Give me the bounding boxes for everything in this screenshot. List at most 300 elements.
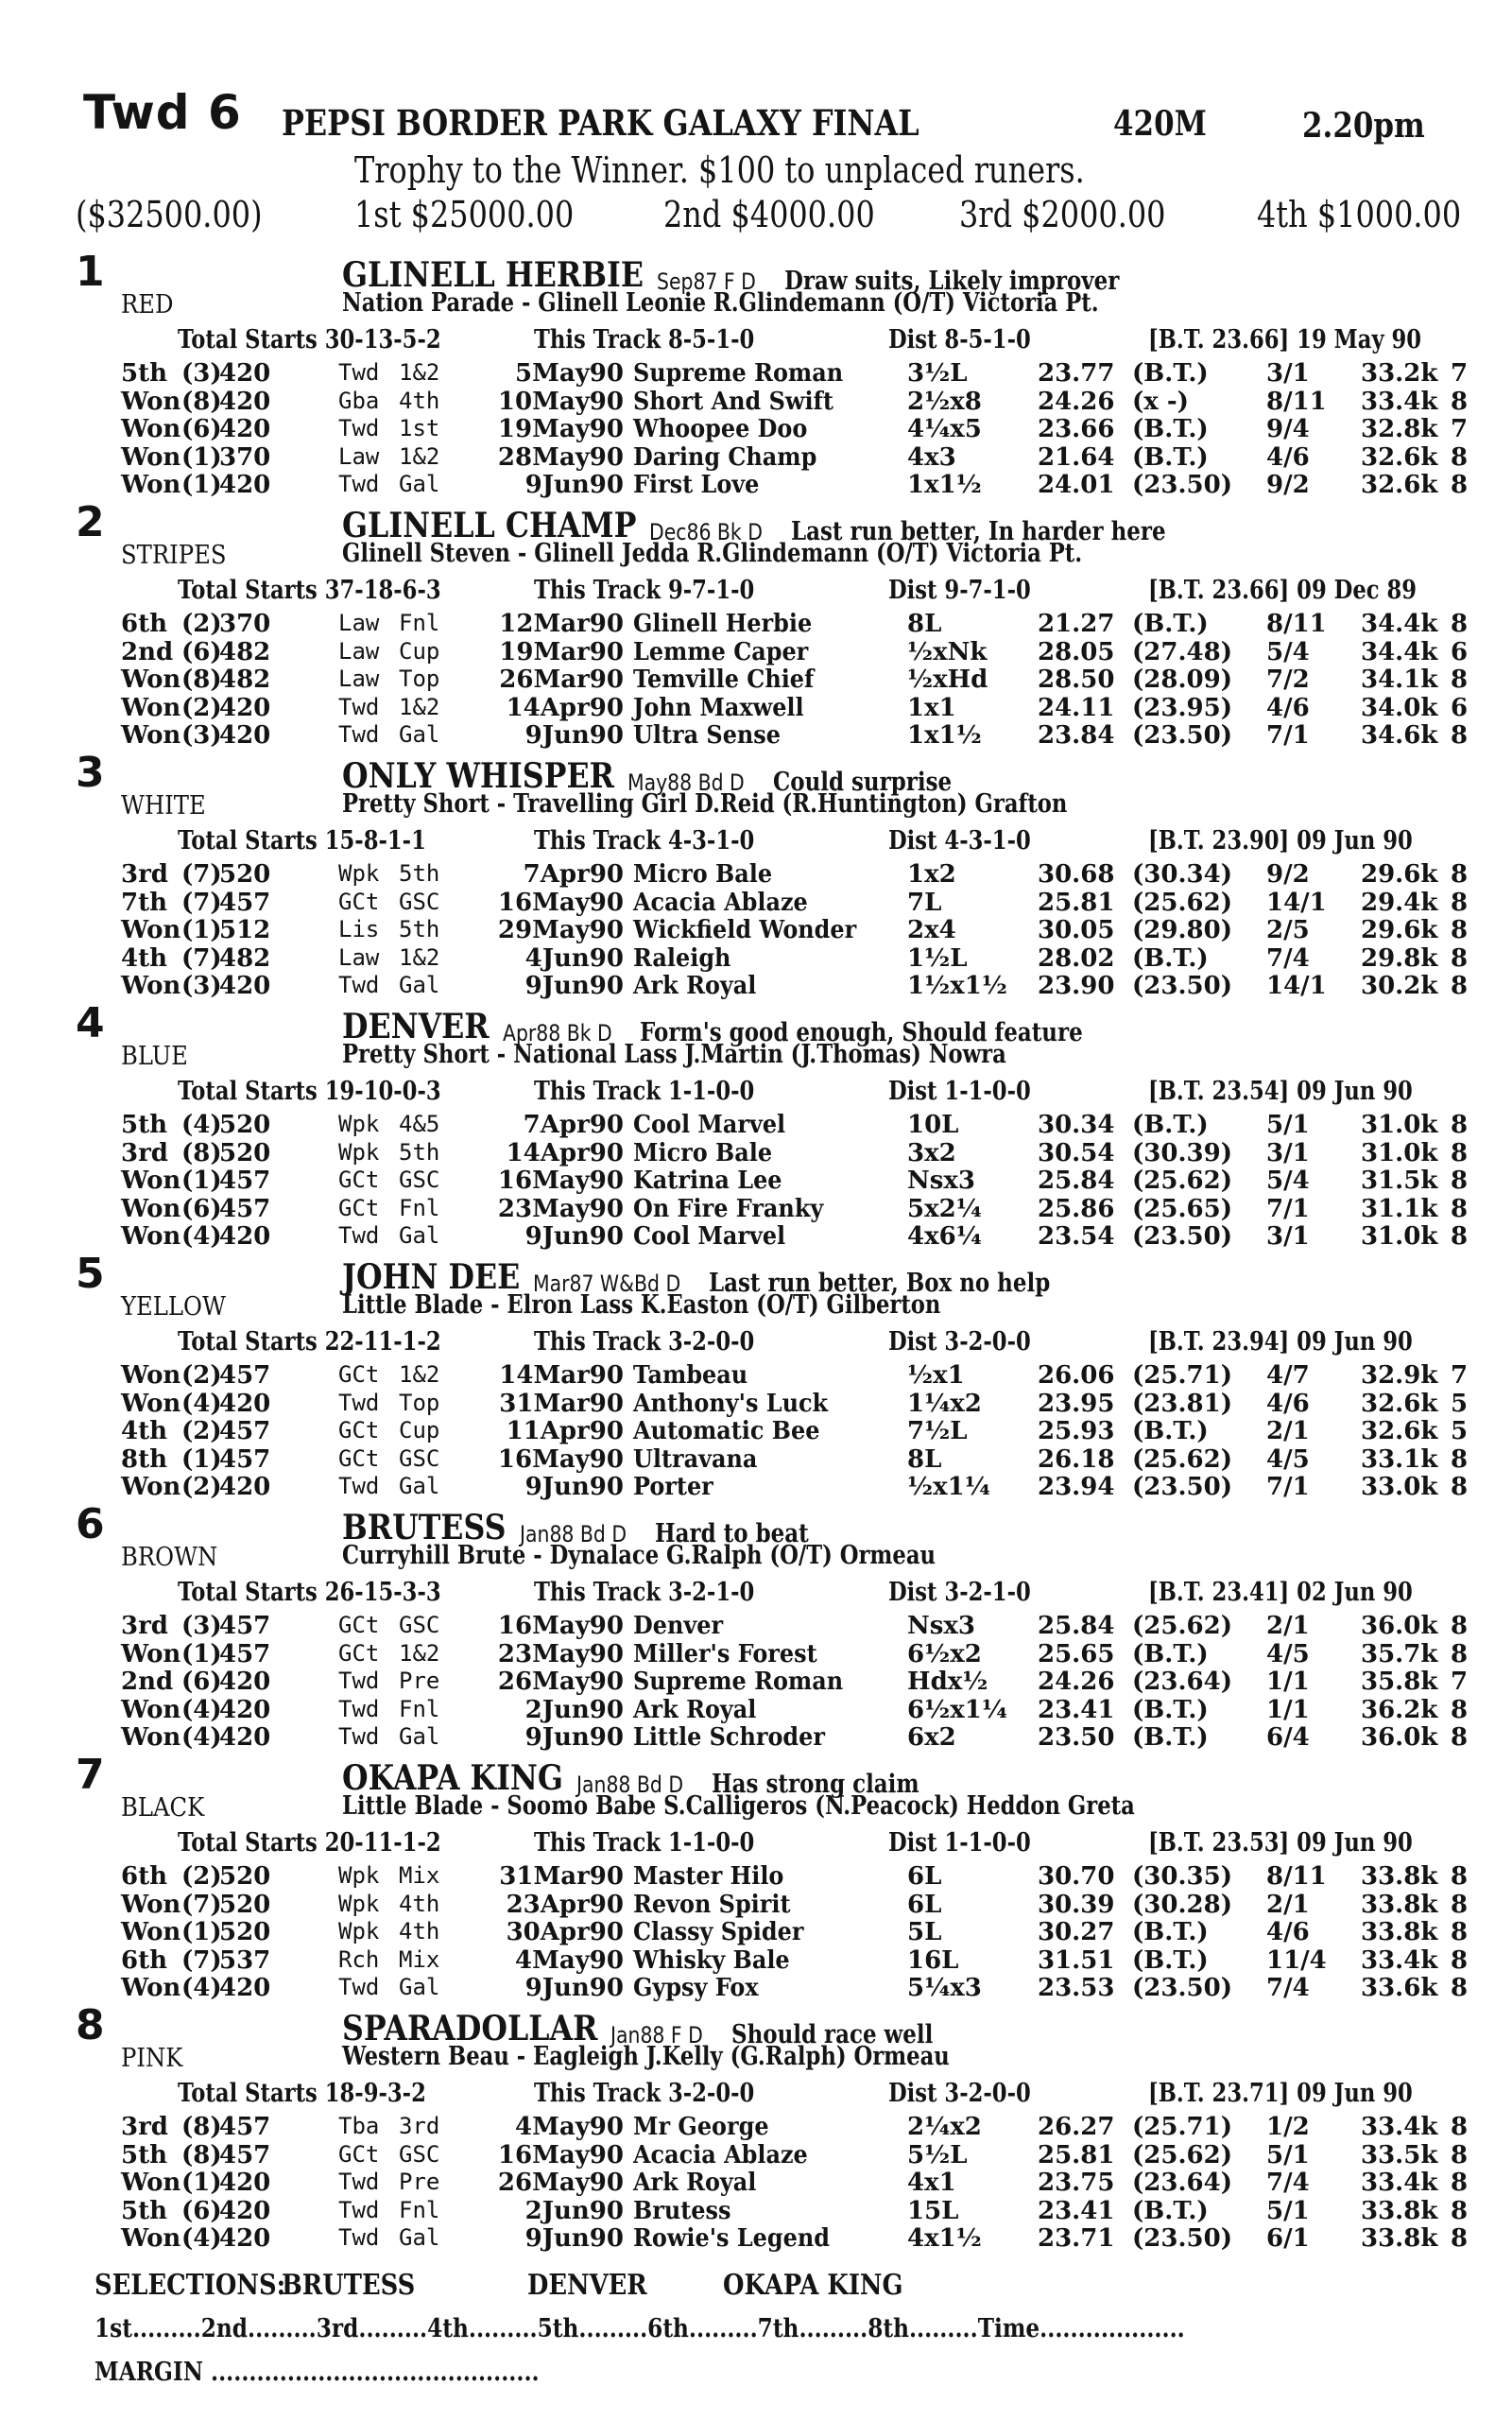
form-winner: Micro Bale: [633, 860, 773, 889]
dog-whelped-colour: Jan88 F D: [610, 2022, 704, 2048]
form-field-size: 8: [1451, 1111, 1469, 1139]
form-grade: 3rd: [399, 2113, 440, 2139]
form-box: (1): [181, 916, 222, 944]
form-distance: 420: [219, 1389, 271, 1418]
form-margin: 6½x2: [907, 1639, 982, 1668]
form-odds: 3/1: [1266, 1222, 1310, 1251]
form-line: [0, 916, 1512, 944]
form-line: [0, 1640, 1512, 1668]
form-line: [0, 638, 1512, 666]
form-margin: 5x2¼: [907, 1194, 982, 1223]
best-time: [B.T. 23.94] 09 Jun 90: [1148, 1327, 1413, 1357]
form-odds: 1/1: [1266, 1695, 1310, 1724]
form-date: 9Jun90: [524, 1723, 624, 1752]
form-track: Twd: [338, 2224, 380, 2251]
form-time: 26.18: [1038, 1444, 1115, 1474]
form-date: 28May90: [497, 442, 624, 472]
runner-block-5: [0, 1250, 1512, 1500]
form-time: 21.64: [1038, 442, 1115, 472]
form-track: Law: [338, 442, 380, 470]
form-best-time: (B.T.): [1132, 610, 1209, 638]
form-track: Law: [338, 610, 380, 636]
breeding-trainer: Nation Parade - Glinell Leonie R.Glindemann (O/T) Victoria Pt.: [342, 288, 1099, 318]
form-place: 3rd: [121, 1138, 168, 1167]
form-winner: Raleigh: [633, 943, 731, 973]
form-place: 4th: [121, 1417, 168, 1445]
form-line: [0, 721, 1512, 750]
form-grade: 1&2: [399, 1361, 440, 1388]
form-place: 5th: [121, 2196, 168, 2225]
form-winner: Supreme Roman: [633, 1668, 844, 1696]
form-field-size: 8: [1451, 1138, 1469, 1167]
prize-2nd: 2nd $4000.00: [663, 194, 875, 235]
form-track: GCt: [338, 1612, 380, 1638]
form-best-time: (x -): [1132, 387, 1189, 416]
form-grade: 1&2: [399, 359, 440, 386]
form-date: 14Mar90: [499, 1361, 624, 1390]
form-box: (6): [181, 2196, 222, 2225]
form-winner: Brutess: [633, 2196, 731, 2225]
form-field-size: 8: [1451, 2140, 1469, 2169]
form-date: 23May90: [497, 1639, 624, 1668]
form-grade: 1&2: [399, 943, 440, 971]
form-margin: Hdx½: [907, 1668, 988, 1696]
form-line: [0, 972, 1512, 1000]
form-weight: 36.0k: [1361, 1612, 1438, 1640]
form-field-size: 8: [1451, 972, 1469, 1000]
form-best-time: (30.35): [1132, 1862, 1233, 1891]
form-field-size: 8: [1451, 1612, 1469, 1640]
form-line: [0, 1473, 1512, 1501]
form-date: 11Apr90: [506, 1417, 624, 1445]
form-distance: 537: [219, 1945, 271, 1975]
form-time: 30.70: [1038, 1862, 1115, 1891]
form-grade: Gal: [399, 1974, 440, 2000]
race-header: [83, 85, 1482, 151]
form-field-size: 7: [1451, 359, 1469, 388]
form-track: Twd: [338, 1389, 380, 1416]
form-time: 26.06: [1038, 1361, 1115, 1390]
distance-stats: Dist 4-3-1-0: [888, 826, 1031, 856]
form-best-time: (25.62): [1132, 2140, 1233, 2169]
form-track: Twd: [338, 2196, 380, 2223]
form-weight: 34.6k: [1361, 721, 1438, 750]
dog-whelped-colour: Apr88 Bk D: [502, 1020, 612, 1046]
dog-comment: Last run better, Box no help: [709, 1269, 1051, 1298]
total-starts: Total Starts 15-8-1-1: [178, 826, 426, 856]
form-weight: 29.6k: [1361, 860, 1438, 889]
breeding-trainer: Western Beau - Eagleigh J.Kelly (G.Ralph) Ormeau: [342, 2042, 950, 2071]
form-margin: 6½x1¼: [907, 1695, 1007, 1724]
form-field-size: 8: [1451, 1862, 1469, 1891]
form-field-size: 8: [1451, 1723, 1469, 1752]
form-time: 30.05: [1038, 916, 1115, 944]
distance-stats: Dist 3-2-0-0: [888, 1327, 1031, 1357]
form-odds: 5/1: [1266, 1111, 1310, 1139]
form-field-size: 8: [1451, 442, 1469, 472]
form-date: 4May90: [514, 1945, 624, 1975]
dog-whelped-colour: Dec86 Bk D: [649, 519, 764, 545]
form-distance: 482: [219, 666, 271, 694]
form-weight: 31.0k: [1361, 1222, 1438, 1251]
prize-1st: 1st $25000.00: [354, 194, 575, 235]
form-box: (6): [181, 1194, 222, 1223]
form-winner: Cool Marvel: [633, 1111, 786, 1139]
form-weight: 36.0k: [1361, 1723, 1438, 1752]
dog-name: DENVER: [342, 1007, 490, 1046]
dog-comment: Should race well: [731, 2020, 934, 2049]
form-odds: 4/7: [1266, 1361, 1310, 1390]
breeding-trainer: Glinell Steven - Glinell Jedda R.Glindemann (O/T) Victoria Pt.: [342, 539, 1083, 568]
form-odds: 6/1: [1266, 2224, 1310, 2253]
form-best-time: (23.50): [1132, 972, 1233, 1000]
dog-whelped-colour: May88 Bd D: [627, 769, 745, 796]
form-grade: Mix: [399, 1945, 440, 1973]
form-time: 23.54: [1038, 1222, 1115, 1251]
form-place: Won: [121, 1361, 181, 1390]
form-distance: 370: [219, 442, 271, 472]
form-box: (4): [181, 1974, 222, 2002]
form-time: 23.84: [1038, 721, 1115, 750]
form-place: Won: [121, 2169, 181, 2197]
form-margin: 3x2: [907, 1138, 956, 1167]
form-distance: 457: [219, 888, 271, 917]
form-box: (1): [181, 442, 222, 472]
form-best-time: (23.50): [1132, 2224, 1233, 2253]
form-track: Twd: [338, 1473, 380, 1499]
form-place: Won: [121, 1695, 181, 1724]
form-track: Twd: [338, 1222, 380, 1249]
form-odds: 4/6: [1266, 1389, 1310, 1418]
form-grade: GSC: [399, 1167, 440, 1193]
form-line: [0, 1445, 1512, 1474]
form-weight: 33.4k: [1361, 1945, 1438, 1975]
form-margin: Nsx3: [907, 1167, 975, 1195]
form-weight: 36.2k: [1361, 1695, 1438, 1724]
form-track: Wpk: [338, 1890, 380, 1917]
form-box: (8): [181, 387, 222, 416]
form-distance: 420: [219, 415, 271, 443]
form-distance: 420: [219, 1668, 271, 1696]
box-number: 6: [76, 1500, 105, 1548]
form-weight: 31.0k: [1361, 1138, 1438, 1167]
form-best-time: (30.39): [1132, 1138, 1233, 1167]
form-best-time: (30.28): [1132, 1890, 1233, 1919]
box-number: 3: [76, 749, 105, 797]
form-place: 2nd: [121, 1668, 174, 1696]
runner-block-2: [0, 498, 1512, 749]
form-odds: 9/2: [1266, 860, 1310, 889]
rug-colour: YELLOW: [121, 1292, 226, 1322]
form-grade: Top: [399, 666, 440, 692]
form-place: 3rd: [121, 860, 168, 889]
form-winner: Ultra Sense: [633, 721, 781, 750]
form-date: 16May90: [497, 1444, 624, 1474]
form-best-time: (25.62): [1132, 1444, 1233, 1474]
form-distance: 420: [219, 387, 271, 416]
form-line: [0, 610, 1512, 638]
form-track: Twd: [338, 1695, 380, 1722]
form-best-time: (23.50): [1132, 471, 1233, 499]
form-distance: 520: [219, 1890, 271, 1919]
distance-stats: Dist 8-5-1-0: [888, 325, 1031, 354]
form-date: 14Apr90: [506, 693, 624, 722]
best-time: [B.T. 23.66] 19 May 90: [1148, 325, 1422, 354]
form-box: (2): [181, 693, 222, 722]
form-grade: Cup: [399, 1417, 440, 1443]
career-stats: [0, 1077, 1512, 1107]
form-date: 4Jun90: [524, 943, 624, 973]
form-best-time: (25.62): [1132, 888, 1233, 917]
form-line: [0, 2224, 1512, 2253]
best-time: [B.T. 23.41] 02 Jun 90: [1148, 1578, 1413, 1607]
form-weight: 33.4k: [1361, 2113, 1438, 2141]
form-grade: GSC: [399, 1444, 440, 1472]
form-odds: 8/11: [1266, 610, 1327, 638]
form-distance: 420: [219, 1723, 271, 1752]
form-line: [0, 1723, 1512, 1752]
form-winner: Supreme Roman: [633, 359, 844, 388]
form-field-size: 8: [1451, 2224, 1469, 2253]
breeding-trainer: Curryhill Brute - Dynalace G.Ralph (O/T) Ormeau: [342, 1541, 936, 1570]
form-box: (8): [181, 2140, 222, 2169]
form-time: 31.51: [1038, 1945, 1115, 1975]
form-margin: 7½L: [907, 1417, 968, 1445]
form-line: [0, 1361, 1512, 1390]
form-grade: Gal: [399, 1222, 440, 1249]
form-lines: [0, 860, 1512, 1000]
form-distance: 457: [219, 1194, 271, 1223]
form-distance: 420: [219, 721, 271, 750]
form-date: 9Jun90: [524, 972, 624, 1000]
form-lines: [0, 1111, 1512, 1251]
form-best-time: (B.T.): [1132, 1639, 1209, 1668]
form-place: Won: [121, 1389, 181, 1418]
form-time: 23.90: [1038, 972, 1115, 1000]
form-best-time: (B.T.): [1132, 1723, 1209, 1752]
form-place: 6th: [121, 610, 168, 638]
selections-label: SELECTIONS:: [94, 2269, 286, 2302]
form-margin: 4x6¼: [907, 1222, 982, 1251]
best-time: [B.T. 23.71] 09 Jun 90: [1148, 2079, 1413, 2108]
form-line: [0, 860, 1512, 889]
form-winner: Micro Bale: [633, 1138, 773, 1167]
form-line: [0, 443, 1512, 472]
form-weight: 31.0k: [1361, 1111, 1438, 1139]
best-time: [B.T. 23.90] 09 Jun 90: [1148, 826, 1413, 856]
form-margin: 2x4: [907, 916, 956, 944]
form-box: (6): [181, 1668, 222, 1696]
form-track: Wpk: [338, 860, 380, 887]
box-number: 7: [76, 1751, 105, 1799]
form-field-size: 8: [1451, 1918, 1469, 1946]
form-field-size: 8: [1451, 943, 1469, 973]
form-best-time: (25.62): [1132, 1612, 1233, 1640]
form-odds: 4/5: [1266, 1639, 1310, 1668]
form-margin: 5¼x3: [907, 1974, 982, 2002]
form-date: 9Jun90: [524, 1222, 624, 1251]
form-track: Twd: [338, 972, 380, 998]
form-track: Lis: [338, 916, 380, 942]
form-field-size: 6: [1451, 693, 1469, 722]
form-time: 23.71: [1038, 2224, 1115, 2253]
form-date: 7Apr90: [523, 860, 624, 889]
form-box: (3): [181, 359, 222, 388]
form-date: 9Jun90: [524, 2224, 624, 2253]
total-starts: Total Starts 22-11-1-2: [178, 1327, 441, 1357]
form-field-size: 8: [1451, 721, 1469, 750]
form-winner: On Fire Franky: [633, 1194, 824, 1223]
form-box: (4): [181, 1389, 222, 1418]
form-margin: 1x1½: [907, 721, 982, 750]
form-grade: Pre: [399, 2169, 440, 2195]
form-winner: Ultravana: [633, 1444, 758, 1474]
form-odds: 6/4: [1266, 1723, 1310, 1752]
form-place: Won: [121, 693, 181, 722]
form-weight: 33.4k: [1361, 387, 1438, 416]
form-margin: 5L: [907, 1918, 942, 1946]
form-box: (1): [181, 1167, 222, 1195]
form-field-size: 8: [1451, 387, 1469, 416]
form-best-time: (25.62): [1132, 1167, 1233, 1195]
form-line: [0, 1195, 1512, 1223]
form-winner: Temville Chief: [633, 666, 815, 694]
form-distance: 457: [219, 2140, 271, 2169]
form-weight: 33.8k: [1361, 1862, 1438, 1891]
form-weight: 32.6k: [1361, 442, 1438, 472]
form-time: 26.27: [1038, 2113, 1115, 2141]
form-margin: 1¼x2: [907, 1389, 982, 1418]
form-winner: Short And Swift: [633, 387, 833, 416]
form-distance: 482: [219, 943, 271, 973]
form-grade: Mix: [399, 1862, 440, 1889]
form-date: 19May90: [497, 415, 624, 443]
form-field-size: 8: [1451, 1167, 1469, 1195]
form-field-size: 8: [1451, 471, 1469, 499]
form-winner: Whisky Bale: [633, 1945, 790, 1975]
form-box: (4): [181, 2224, 222, 2253]
form-box: (7): [181, 860, 222, 889]
form-place: 4th: [121, 943, 168, 973]
form-time: 25.84: [1038, 1167, 1115, 1195]
form-place: Won: [121, 1473, 181, 1501]
form-field-size: 6: [1451, 637, 1469, 666]
form-distance: 420: [219, 693, 271, 722]
form-line: [0, 388, 1512, 416]
form-line: [0, 666, 1512, 694]
form-odds: 5/4: [1266, 1167, 1310, 1195]
form-odds: 4/6: [1266, 693, 1310, 722]
form-box: (2): [181, 610, 222, 638]
dog-name: OKAPA KING: [342, 1758, 563, 1798]
form-odds: 7/2: [1266, 666, 1310, 694]
form-place: 3rd: [121, 1612, 168, 1640]
form-best-time: (23.81): [1132, 1389, 1233, 1418]
form-lines: [0, 359, 1512, 499]
form-odds: 7/4: [1266, 943, 1310, 973]
form-odds: 7/1: [1266, 1473, 1310, 1501]
form-field-size: 8: [1451, 666, 1469, 694]
form-margin: 1½L: [907, 943, 968, 973]
form-field-size: 8: [1451, 860, 1469, 889]
form-weight: 33.8k: [1361, 1918, 1438, 1946]
form-field-size: 8: [1451, 1639, 1469, 1668]
form-odds: 2/1: [1266, 1890, 1310, 1919]
form-best-time: (30.34): [1132, 860, 1233, 889]
form-weight: 33.4k: [1361, 2169, 1438, 2197]
form-box: (4): [181, 1695, 222, 1724]
form-grade: Fnl: [399, 2196, 440, 2223]
form-track: GCt: [338, 1361, 380, 1388]
career-stats: [0, 826, 1512, 856]
box-number: 1: [76, 248, 105, 296]
form-date: 4May90: [514, 2113, 624, 2141]
form-lines: [0, 1612, 1512, 1752]
form-weight: 32.8k: [1361, 415, 1438, 443]
box-number: 5: [76, 1250, 105, 1298]
form-weight: 34.0k: [1361, 693, 1438, 722]
rug-colour: STRIPES: [121, 541, 227, 570]
form-line: [0, 1417, 1512, 1445]
form-weight: 32.9k: [1361, 1361, 1438, 1390]
total-starts: Total Starts 26-15-3-3: [178, 1578, 441, 1607]
form-box: (6): [181, 637, 222, 666]
form-margin: 8L: [907, 1444, 942, 1474]
form-grade: 4th: [399, 1918, 440, 1945]
form-time: 24.26: [1038, 387, 1115, 416]
form-line: [0, 694, 1512, 722]
form-place: Won: [121, 1918, 181, 1946]
form-place: Won: [121, 916, 181, 944]
this-track-stats: This Track 1-1-0-0: [534, 1077, 755, 1106]
form-place: Won: [121, 972, 181, 1000]
form-best-time: (B.T.): [1132, 1111, 1209, 1139]
form-box: (3): [181, 721, 222, 750]
form-track: GCt: [338, 1417, 380, 1443]
form-place: Won: [121, 1890, 181, 1919]
form-field-size: 7: [1451, 1668, 1469, 1696]
form-time: 30.54: [1038, 1138, 1115, 1167]
form-place: 6th: [121, 1862, 168, 1891]
form-date: 16May90: [497, 2140, 624, 2169]
best-time: [B.T. 23.54] 09 Jun 90: [1148, 1077, 1413, 1106]
form-margin: 6x2: [907, 1723, 956, 1752]
runner-block-1: [0, 248, 1512, 498]
form-line: [0, 1696, 1512, 1724]
form-time: 25.84: [1038, 1612, 1115, 1640]
form-time: 25.81: [1038, 2140, 1115, 2169]
dog-whelped-colour: Jan88 Bd D: [519, 1521, 627, 1547]
form-place: 2nd: [121, 637, 174, 666]
rug-colour: BROWN: [121, 1543, 218, 1572]
form-date: 7Apr90: [523, 1111, 624, 1139]
box-number: 2: [76, 498, 105, 546]
form-best-time: (23.50): [1132, 1974, 1233, 2002]
form-winner: Daring Champ: [633, 442, 817, 472]
form-line: [0, 1111, 1512, 1139]
form-best-time: (B.T.): [1132, 415, 1209, 443]
form-box: (1): [181, 2169, 222, 2197]
form-winner: Automatic Bee: [633, 1417, 820, 1445]
form-margin: 1x1: [907, 693, 956, 722]
form-lines: [0, 1361, 1512, 1501]
form-grade: 1&2: [399, 693, 440, 720]
form-grade: GSC: [399, 888, 440, 915]
form-weight: 29.8k: [1361, 943, 1438, 973]
form-time: 24.01: [1038, 471, 1115, 499]
form-grade: Gal: [399, 471, 440, 497]
form-winner: Master Hilo: [633, 1862, 784, 1891]
